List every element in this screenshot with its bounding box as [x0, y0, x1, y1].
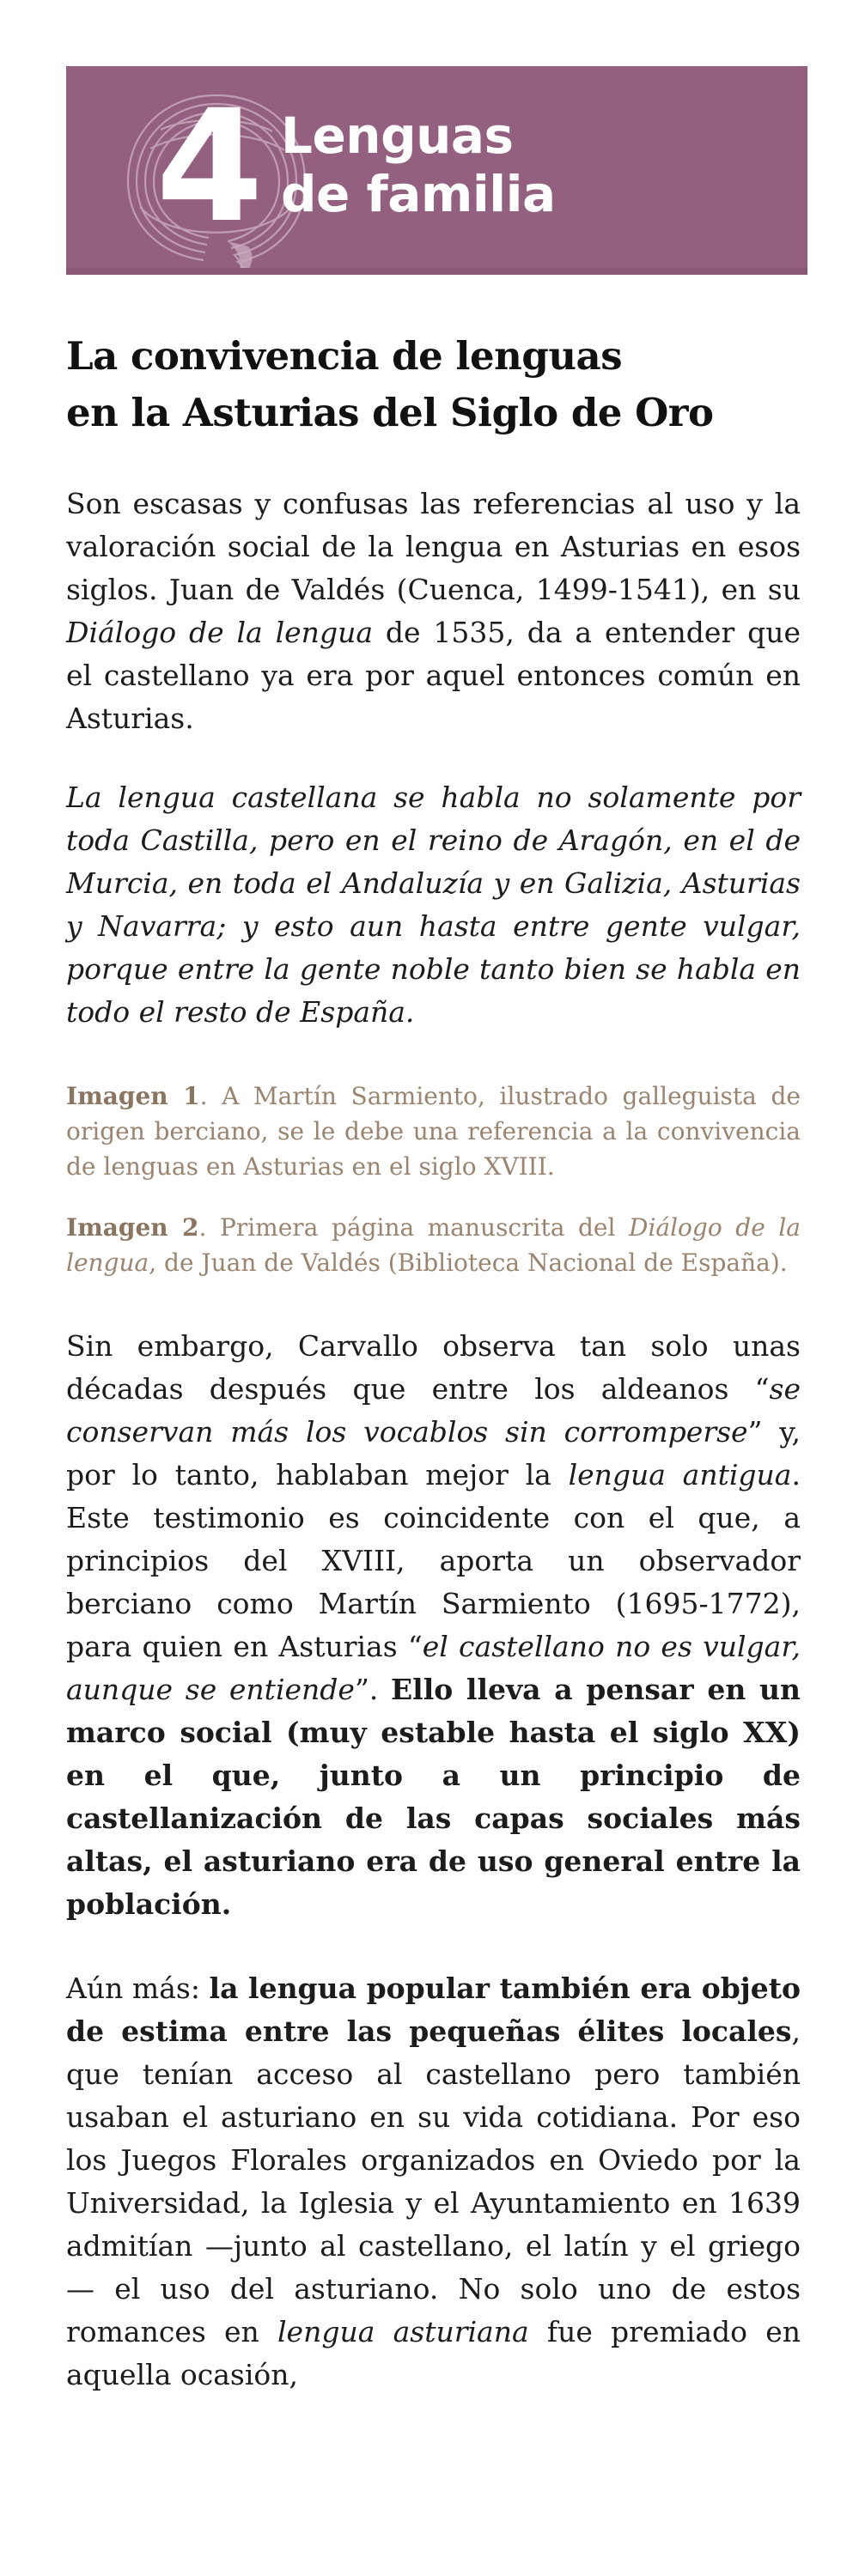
p2-text-a: Sin embargo, Carvallo observa tan solo unas décadas después que entre los aldeanos “ [66, 1329, 801, 1406]
caption-2-book-title: Diálogo de la lengua [66, 1213, 801, 1277]
section-title-line2: en la Asturias del Siglo de Oro [66, 390, 714, 435]
p3-text-e: fue premiado en aquella ocasión, [66, 2315, 801, 2391]
p2-lengua-antigua: lengua antigua [568, 1458, 792, 1492]
p3-highlight: la lengua popular también era objeto de estima entre las pequeñas élites locales [66, 1971, 801, 2048]
chapter-banner [66, 66, 807, 275]
image-2-caption [66, 1210, 801, 1280]
article-body [66, 328, 801, 2397]
p3-text-a: Aún más: [66, 1971, 210, 2005]
paragraph-3 [66, 1967, 801, 2397]
p1-text-a: Son escasas y confusas las referencias al uso y la valoración social de la lengua en Asturias en esos siglos. Juan de Valdés (Cuenca, 1499-1541), en su [66, 487, 801, 606]
caption-2-label: Imagen 2 [66, 1213, 199, 1242]
caption-2-text-c: , de Juan de Valdés (Biblioteca Nacional de España). [149, 1249, 788, 1277]
p3-text-c: , que tenían acceso al castellano pero también usaban el asturiano en su vida cotidiana. Por eso los Juegos Florales organizados en Oviedo por la Universidad, la Iglesia y el Ayuntamiento en 1639 admitían —junto al castellano, el latín y el griego— el uso del asturiano. No solo uno de estos romances en [66, 2014, 801, 2348]
p3-lengua-asturiana: lengua asturiana [277, 2315, 529, 2348]
section-title-line1: La convivencia de lenguas [66, 333, 623, 379]
p2-text-g: ”. [354, 1673, 391, 1706]
paragraph-1 [66, 483, 801, 740]
p2-quote-1: se conservan más los vocablos sin corromperse [66, 1372, 801, 1449]
p2-highlight: Ello lleva a pensar en un marco social (muy estable hasta el siglo XX) en el que, junto a un principio de castellanización de las capas sociales más altas, el asturiano era de uso general entre la población. [66, 1673, 801, 1921]
valdes-quote: La lengua castellana se habla no solamente por toda Castilla, pero en el reino de Aragón, en el de Murcia, en toda el Andaluzía y en Galizia, Asturias y Navarra; y esto aun hasta entre gente vulgar, porque entre la gente noble tanto bien se habla en todo el resto de España. [66, 781, 801, 1029]
image-1-caption [66, 1078, 801, 1184]
p1-book-title: Diálogo de la lengua [66, 616, 373, 649]
paragraph-2 [66, 1325, 801, 1926]
caption-2-text-a: . Primera página manuscrita del [198, 1213, 629, 1242]
p2-text-e: . Este testimonio es coincidente con el que, a principios del XVIII, aporta un observador berciano como Martín Sarmiento (1695-1772), para quien en Asturias “ [66, 1458, 801, 1663]
chapter-title-line1: Lenguas [281, 106, 514, 165]
caption-1-text: . A Martín Sarmiento, ilustrado galleguista de origen berciano, se le debe una referencia a la convivencia de lenguas en Asturias en el siglo XVIII. [66, 1082, 801, 1181]
section-title [66, 328, 801, 441]
p1-text-c: de 1535, da a entender que el castellano ya era por aquel entonces común en Asturias. [66, 616, 801, 735]
caption-1-label: Imagen 1 [66, 1082, 200, 1110]
banner-divider [66, 268, 807, 275]
chapter-title-line2: de familia [281, 165, 556, 223]
p2-quote-2: el castellano no es vulgar, aunque se entiende [66, 1630, 801, 1706]
chapter-title [281, 106, 556, 223]
p2-text-c: ” y, por lo tanto, hablaban mejor la [66, 1415, 801, 1492]
chapter-number: 4 [155, 77, 264, 257]
